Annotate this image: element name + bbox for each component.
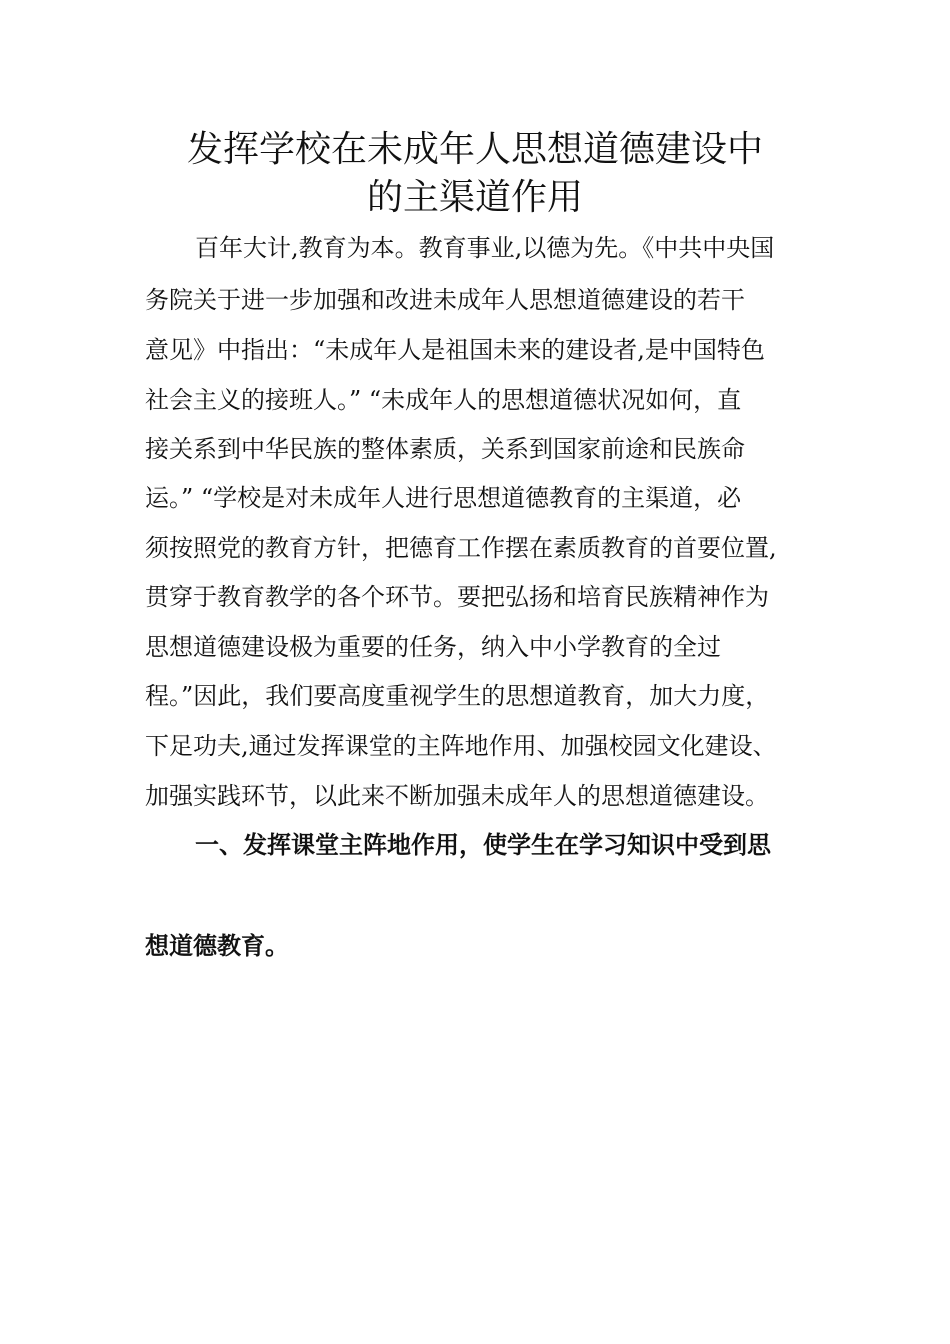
- body-line-6: 运。” “学校是对未成年人进行思想道德教育的主渠道，必: [145, 484, 742, 512]
- section-heading-line-2: 想道德教育。: [145, 932, 289, 960]
- body-line-7: 须按照党的教育方针，把德育工作摆在素质教育的首要位置,: [145, 534, 777, 562]
- body-line-12: 加强实践环节，以此来不断加强未成年人的思想道德建设。: [145, 782, 769, 810]
- section-heading-line-1: 一、发挥课堂主阵地作用，使学生在学习知识中受到思: [195, 831, 771, 859]
- body-line-5: 接关系到中华民族的整体素质，关系到国家前途和民族命: [145, 435, 745, 463]
- document-title-line-2: 的主渠道作用: [366, 177, 583, 218]
- body-line-1: 百年大计,教育为本。教育事业,以德为先。《中共中央国: [195, 234, 775, 262]
- body-line-11: 下足功夫,通过发挥课堂的主阵地作用、加强校园文化建设、: [145, 732, 777, 760]
- body-line-4: 社会主义的接班人。” “未成年人的思想道德状况如何，直: [145, 386, 742, 414]
- body-line-2: 务院关于进一步加强和改进未成年人思想道德建设的若干: [145, 286, 745, 314]
- body-line-10: 程。”因此，我们要高度重视学生的思想道教育，加大力度，: [145, 682, 770, 710]
- body-line-9: 思想道德建设极为重要的任务，纳入中小学教育的全过: [145, 633, 721, 661]
- document-title-line-1: 发挥学校在未成年人思想道德建设中: [186, 129, 763, 170]
- body-line-3: 意见》中指出：“未成年人是祖国未来的建设者,是中国特色: [145, 336, 765, 364]
- body-line-8: 贯穿于教育教学的各个环节。要把弘扬和培育民族精神作为: [145, 583, 769, 611]
